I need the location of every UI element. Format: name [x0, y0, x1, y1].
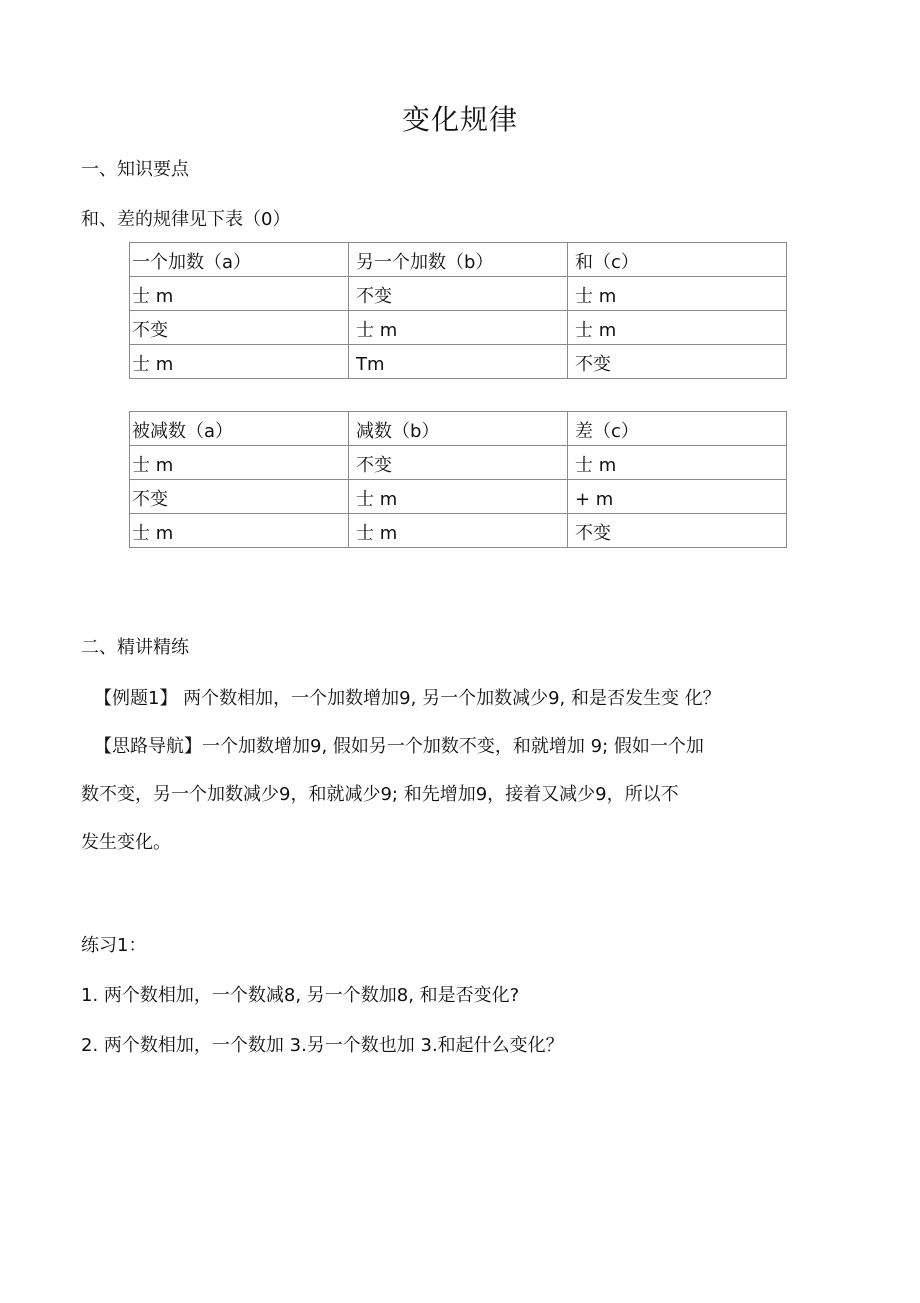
- analysis-line-1: 【思路导航】一个加数增加9, 假如另一个加数不变，和就增加 9; 假如一个加: [94, 736, 704, 757]
- table-cell: Tm: [349, 345, 568, 379]
- table-cell: 士 m: [568, 277, 787, 311]
- example-question: 【例题1】 两个数相加，一个加数增加9, 另一个加数减少9, 和是否发生变 化？: [94, 688, 721, 709]
- header-cell: 另一个加数（b）: [349, 243, 568, 277]
- table-row: [130, 480, 787, 514]
- table-cell: 士 m: [349, 514, 568, 548]
- table-header-row: [130, 412, 787, 446]
- practice-heading: 练习1：: [81, 935, 147, 956]
- section-heading-practice-explained: 二、精讲精练: [81, 637, 189, 658]
- table-cell: 士 m: [349, 480, 568, 514]
- practice-question-2: 2. 两个数相加，一个数加 3.另一个数也加 3.和起什么变化？: [81, 1035, 564, 1056]
- table-cell: 不变: [349, 446, 568, 480]
- header-cell: 减数（b）: [349, 412, 568, 446]
- table-row: [130, 345, 787, 379]
- table-cell: 不变: [130, 311, 349, 345]
- table-cell: + m: [568, 480, 787, 514]
- header-cell: 一个加数（a）: [130, 243, 349, 277]
- difference-rule-table: [129, 411, 787, 548]
- table-cell: 不变: [130, 480, 349, 514]
- analysis-line-3: 发生变化。: [81, 832, 171, 853]
- table-cell: 不变: [568, 514, 787, 548]
- table-cell: 士 m: [568, 311, 787, 345]
- analysis-line-2: 数不变，另一个加数减少9，和就减少9; 和先增加9，接着又减少9，所以不: [81, 784, 679, 805]
- table-header-row: [130, 243, 787, 277]
- table-row: [130, 311, 787, 345]
- practice-question-1: 1. 两个数相加，一个数减8, 另一个数加8, 和是否变化?: [81, 985, 520, 1006]
- table-cell: 士 m: [130, 446, 349, 480]
- header-cell: 和（c）: [568, 243, 787, 277]
- table-row: [130, 446, 787, 480]
- page-title: 变化规律: [401, 103, 518, 136]
- table-cell: 不变: [568, 345, 787, 379]
- table-cell: 不变: [349, 277, 568, 311]
- table-row: [130, 514, 787, 548]
- table-intro: 和、差的规律见下表（0）: [81, 209, 291, 230]
- table-cell: 士 m: [349, 311, 568, 345]
- table-cell: 士 m: [568, 446, 787, 480]
- header-cell: 被减数（a）: [130, 412, 349, 446]
- table-row: [130, 277, 787, 311]
- header-cell: 差（c）: [568, 412, 787, 446]
- table-cell: 士 m: [130, 514, 349, 548]
- sum-rule-table: [129, 242, 787, 379]
- section-heading-knowledge: 一、知识要点: [81, 159, 189, 180]
- table-cell: 士 m: [130, 345, 349, 379]
- table-cell: 士 m: [130, 277, 349, 311]
